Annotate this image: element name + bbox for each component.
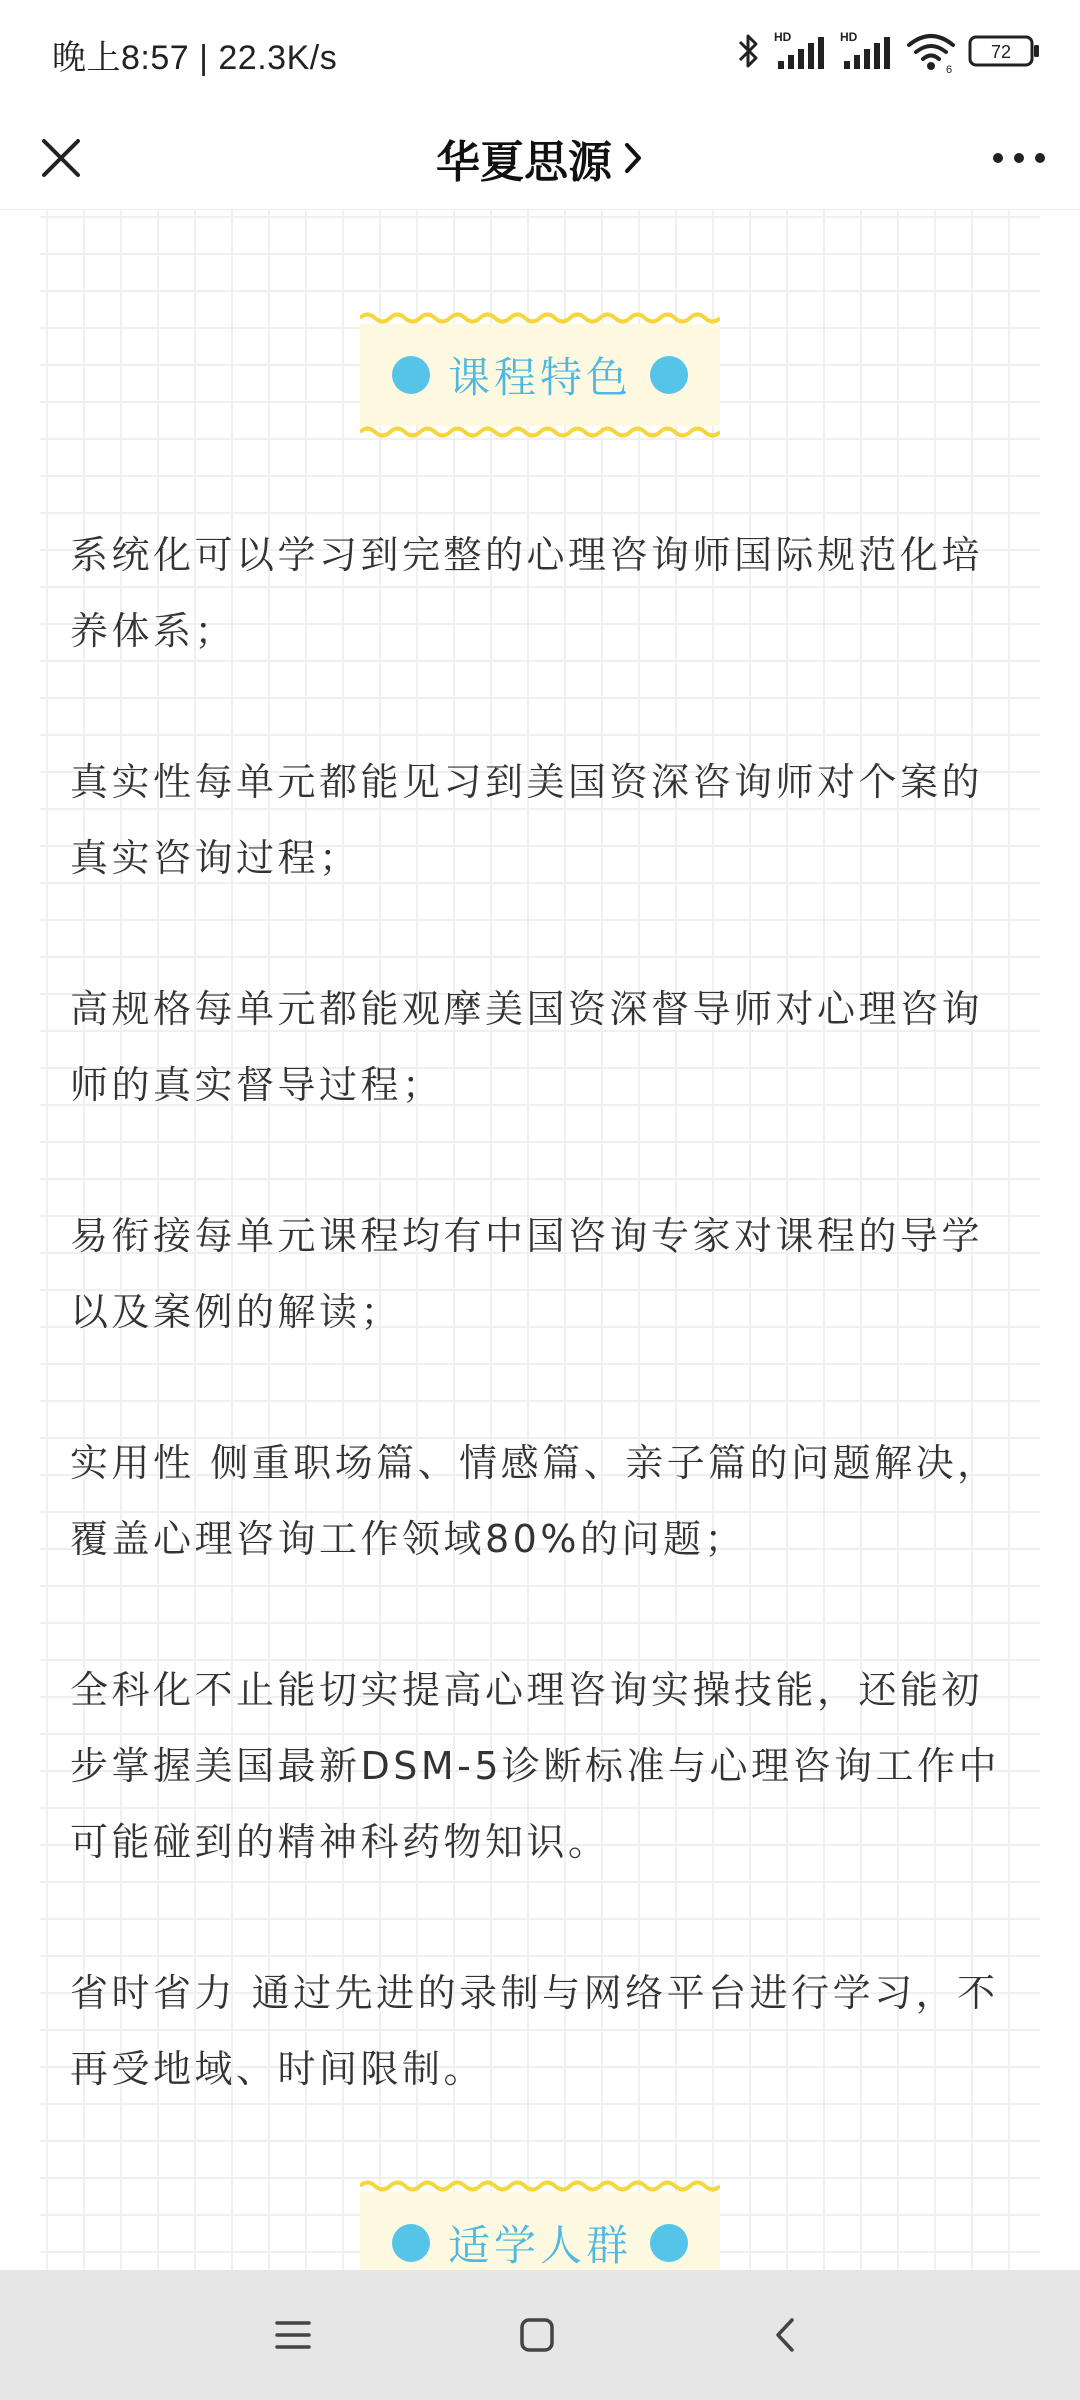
back-chevron-icon: [773, 2316, 797, 2354]
battery-level: 72: [990, 42, 1012, 62]
system-nav-bar: [0, 2270, 1080, 2400]
heading-dot-left: [392, 356, 430, 394]
paragraph-systematic: 系统化可以学习到完整的心理咨询师国际规范化培养体系；: [70, 533, 984, 653]
nav-menu-button[interactable]: [258, 2300, 328, 2370]
chevron-right-icon[interactable]: [622, 141, 644, 175]
heading-inner: [360, 324, 720, 426]
heading-inner: [360, 2192, 720, 2270]
battery-icon: [968, 33, 1040, 69]
signal-hd-label: HD: [774, 30, 792, 44]
status-bar: [0, 0, 1080, 105]
more-dots-icon: [992, 152, 1046, 164]
article-content[interactable]: [0, 210, 1080, 2270]
heading-dot-right: [650, 356, 688, 394]
page-title[interactable]: 华夏思源: [436, 136, 612, 188]
title-wrap: [0, 105, 1080, 210]
heading-dot-right: [650, 2224, 688, 2262]
paragraph-practical: 实用性 侧重职场篇、情感篇、亲子篇的问题解决，覆盖心理咨询工作领域80%的问题；: [70, 1441, 999, 1561]
nav-home-button[interactable]: [502, 2300, 572, 2370]
paragraph-time-saving: 省时省力 通过先进的录制与网络平台进行学习，不再受地域、时间限制。: [70, 1971, 999, 2091]
bluetooth-icon: [736, 31, 762, 71]
status-icons: [736, 26, 1040, 76]
paragraph-comprehensive: 全科化不止能切实提高心理咨询实操技能，还能初步掌握美国最新DSM-5诊断标准与心理咨询工作中可能碰到的精神科药物知识。: [70, 1668, 1001, 1864]
menu-icon: [275, 2319, 311, 2351]
wifi-6-label: 6: [946, 64, 953, 73]
paragraph-high-standard: 高规格每单元都能观摩美国资深督导师对心理咨询师的真实督导过程；: [70, 987, 984, 1107]
cell-signal-2-icon: [840, 29, 894, 73]
wave-decoration-bottom: [360, 424, 720, 440]
nav-back-button[interactable]: [750, 2300, 820, 2370]
heading-text: 课程特色: [447, 353, 632, 402]
heading-dot-left: [392, 2224, 430, 2262]
status-time-speed: 晚上8:57 | 22.3K/s: [52, 39, 338, 77]
section-heading-target-audience: [360, 2178, 720, 2270]
signal-hd-label-2: HD: [840, 30, 858, 44]
title-bar: [0, 105, 1080, 210]
paragraph-authentic: 真实性每单元都能见习到美国资深咨询师对个案的真实咨询过程；: [70, 760, 984, 880]
home-square-icon: [519, 2317, 555, 2353]
paragraph-easy-connection: 易衔接每单元课程均有中国咨询专家对课程的导学以及案例的解读；: [70, 1214, 984, 1334]
section-heading-course-features: [360, 310, 720, 440]
heading-text: 适学人群: [447, 2221, 632, 2270]
cell-signal-icon: [774, 29, 828, 73]
wifi-icon: [906, 29, 956, 73]
more-button[interactable]: [986, 125, 1052, 191]
